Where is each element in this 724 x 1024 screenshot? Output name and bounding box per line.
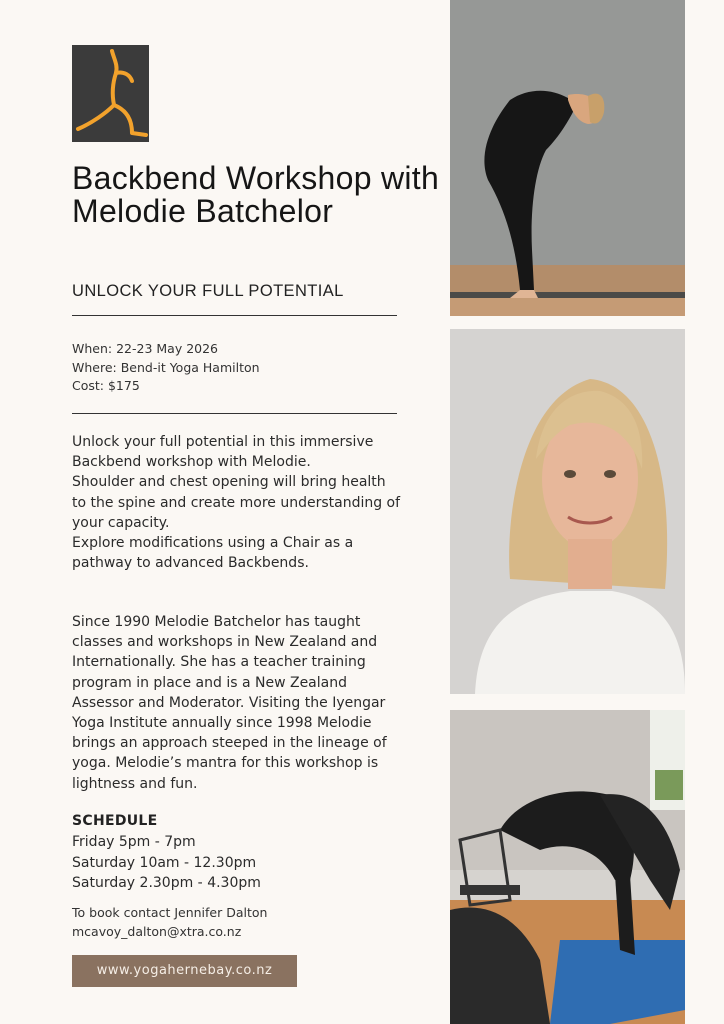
divider-top	[72, 315, 397, 316]
photo-portrait-melodie	[450, 329, 685, 694]
yoga-figure-icon	[72, 45, 149, 142]
intro-paragraph-3: Explore modifications using a Chair as a pathway to advanced Backbends.	[72, 535, 354, 572]
contact-email[interactable]: mcavoy_dalton@xtra.co.nz	[72, 924, 242, 939]
event-when: When: 22-23 May 2026	[72, 341, 219, 356]
booking-contact	[72, 903, 267, 941]
schedule-item: Saturday 10am - 12.30pm	[72, 854, 257, 871]
event-where: Where: Bend-it Yoga Hamilton	[72, 359, 260, 375]
intro-paragraph-2: Shoulder and chest opening will bring health to the spine and create more understanding of your capacity.	[72, 474, 401, 531]
photo-chair-backbend-class	[450, 710, 685, 1024]
intro-paragraph-1: Unlock your full potential in this immersive Backbend workshop with Melodie.	[72, 434, 374, 471]
event-details	[72, 340, 260, 396]
bio-text: Since 1990 Melodie Batchelor has taught classes and workshops in New Zealand and Internationally. She has a teacher training program in place and is a New Zealand Assessor and Moderator. Visiting the Iyengar Yoga Institute annually since 1998 Melodie brings an approach steeped in the lineage of yoga. Melodie’s mantra for this workshop is lightness and fun.	[72, 614, 387, 792]
page-title: Backbend Workshop with Melodie Batchelor	[72, 160, 440, 229]
event-cost: Cost: $175	[72, 378, 140, 393]
tagline: UNLOCK YOUR FULL POTENTIAL	[72, 282, 344, 300]
schedule-heading: SCHEDULE	[72, 813, 158, 829]
contact-name: To book contact Jennifer Dalton	[72, 905, 268, 920]
website-button[interactable]: www.yogahernebay.co.nz	[72, 955, 297, 987]
schedule-list	[72, 832, 261, 894]
yoga-logo	[72, 45, 149, 142]
schedule-item: Saturday 2.30pm - 4.30pm	[72, 875, 261, 891]
schedule-item: Friday 5pm - 7pm	[72, 834, 196, 850]
divider-bottom	[72, 413, 397, 414]
photo-standing-backbend	[450, 0, 685, 316]
intro-text	[72, 432, 402, 573]
